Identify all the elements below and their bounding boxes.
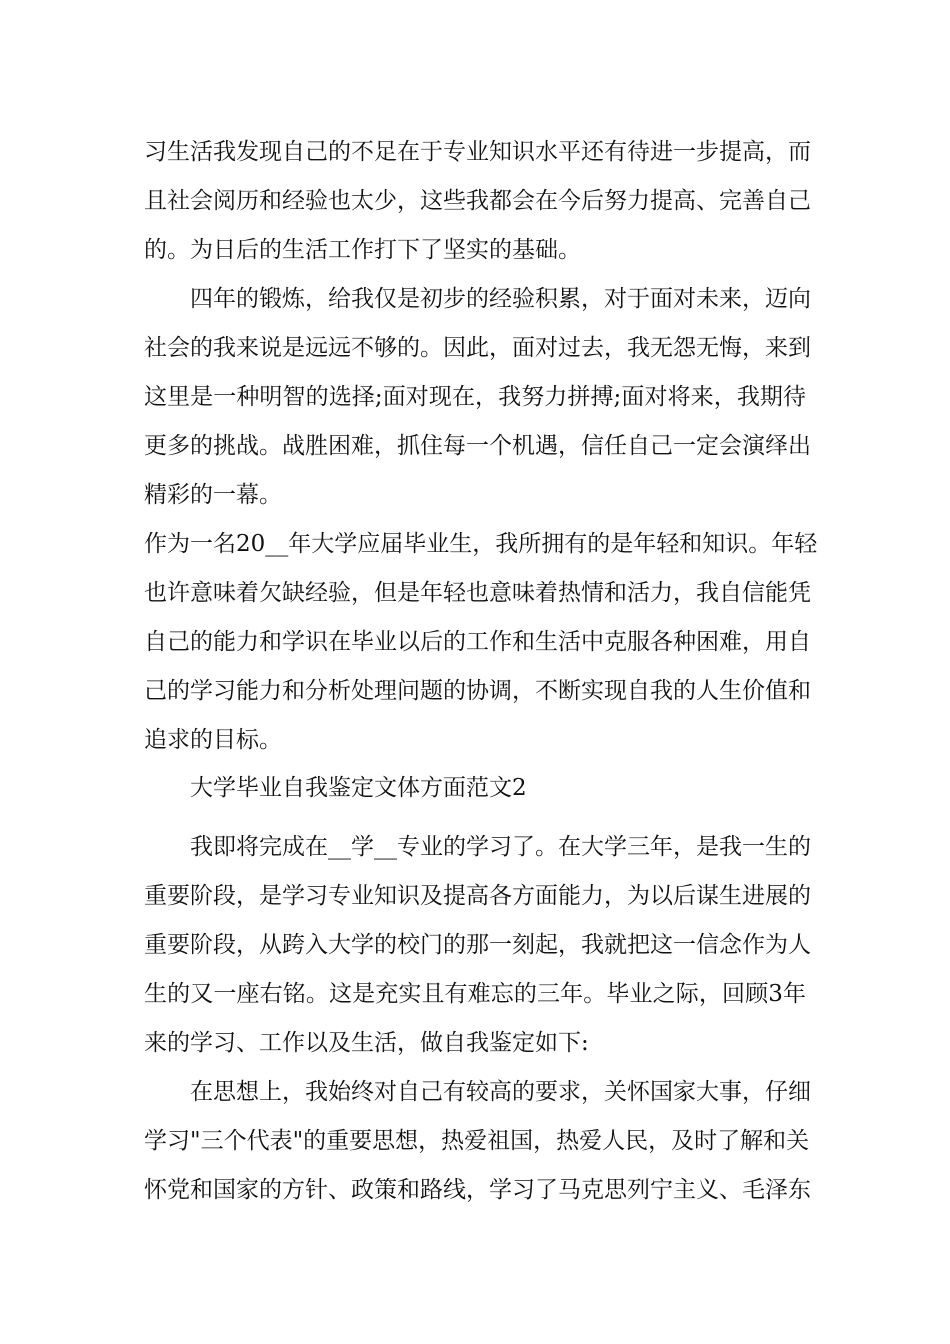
text-line: 四年的锻炼，给我仅是初步的经验积累，对于面对未来，迈向 bbox=[190, 286, 811, 312]
text-line: 追求的目标。 bbox=[144, 726, 282, 753]
text-line: 的。为日后的生活工作打下了坚实的基础。 bbox=[144, 236, 581, 263]
text-line: 在思想上，我始终对自己有较高的要求，关怀国家大事，仔细 bbox=[190, 1079, 811, 1105]
text-line: 社会的我来说是远远不够的。因此，面对过去，我无怨无悔，来到 bbox=[144, 334, 811, 361]
paragraph-three-years bbox=[144, 823, 811, 1067]
text-line: 我即将完成在__学__专业的学习了。在大学三年，是我一生的 bbox=[190, 834, 811, 860]
text-line: 重要阶段，从跨入大学的校门的那一刻起，我就把这一信念作为人 bbox=[144, 931, 811, 958]
text-line: 且社会阅历和经验也太少，这些我都会在今后努力提高、完善自己 bbox=[144, 187, 811, 214]
text-line: 作为一名20__年大学应届毕业生，我所拥有的是年轻和知识。年轻 bbox=[144, 531, 818, 557]
text-line: 己的学习能力和分析处理问题的协调，不断实现自我的人生价值和 bbox=[144, 677, 811, 704]
paragraph-four-years bbox=[144, 275, 811, 519]
heading-text: 大学毕业自我鉴定文体方面范文2 bbox=[190, 775, 527, 801]
text-line: 重要阶段，是学习专业知识及提高各方面能力，为以后谋生进展的 bbox=[144, 882, 811, 909]
text-line: 也许意味着欠缺经验，但是年轻也意味着热情和活力，我自信能凭 bbox=[144, 579, 811, 606]
paragraph-thought bbox=[144, 1068, 811, 1215]
text-line: 生的又一座右铭。这是充实且有难忘的三年。毕业之际，回顾3年 bbox=[144, 980, 806, 1007]
text-line: 精彩的一幕。 bbox=[144, 481, 282, 508]
text-line: 更多的挑战。战胜困难，抓住每一个机遇，信任自己一定会演绎出 bbox=[144, 432, 811, 459]
text-line: 这里是一种明智的选择;面对现在，我努力拼搏;面对将来，我期待 bbox=[144, 383, 806, 410]
text-line: 来的学习、工作以及生活，做自我鉴定如下: bbox=[144, 1029, 589, 1056]
text-line: 自己的能力和学识在毕业以后的工作和生活中克服各种困难，用自 bbox=[144, 628, 811, 655]
paragraph-graduate bbox=[144, 520, 818, 764]
text-line: 习生活我发现自己的不足在于专业知识水平还有待进一步提高，而 bbox=[144, 139, 811, 165]
paragraph-continuation bbox=[144, 128, 811, 275]
text-line: 怀党和国家的方针、政策和路线，学习了马克思列宁主义、毛泽东 bbox=[144, 1176, 811, 1203]
section-heading bbox=[144, 764, 527, 813]
text-line: 学习"三个代表"的重要思想，热爱祖国，热爱人民，及时了解和关 bbox=[144, 1127, 810, 1154]
